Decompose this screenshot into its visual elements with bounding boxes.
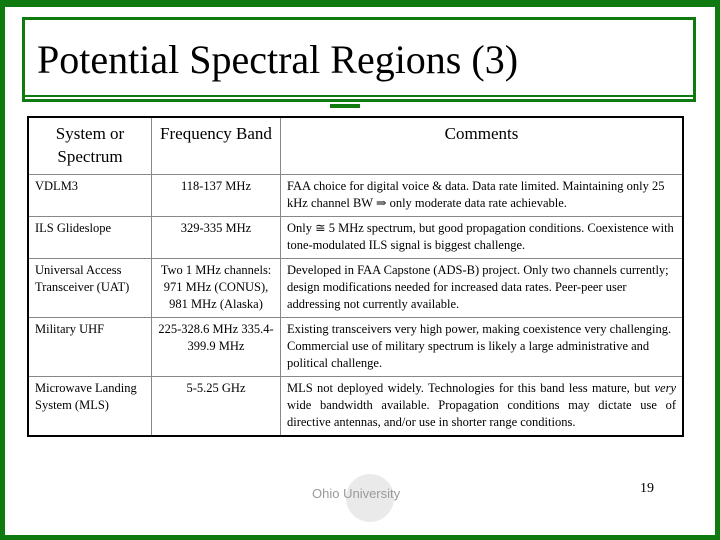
table-header-row <box>28 117 683 175</box>
cell-comments <box>281 377 684 437</box>
table-row <box>28 217 683 259</box>
comments-text-start: MLS not deployed widely. Technologies for this band less mature, but <box>287 381 655 395</box>
cell-system: Microwave Landing System (MLS) <box>28 377 152 437</box>
comments-text-end: wide bandwidth available. Propagation conditions may dictate use of directive antennas, and/or use in shorter range conditions. <box>287 398 676 429</box>
table-row <box>28 318 683 377</box>
header-frequency-band: Frequency Band <box>152 117 281 175</box>
table-row <box>28 377 683 437</box>
title-underline-tab <box>330 104 360 108</box>
comments-emphasis: very <box>654 381 676 395</box>
spectral-regions-table <box>27 116 684 437</box>
cell-system: VDLM3 <box>28 175 152 217</box>
header-system: System or Spectrum <box>28 117 152 175</box>
header-comments: Comments <box>281 117 684 175</box>
cell-system: Universal Access Transceiver (UAT) <box>28 259 152 318</box>
frame-top-border <box>0 0 720 7</box>
cell-band: 329-335 MHz <box>152 217 281 259</box>
slide-title: Potential Spectral Regions (3) <box>37 37 519 82</box>
frame-bottom-border <box>0 535 720 540</box>
cell-band: 225-328.6 MHz 335.4-399.9 MHz <box>152 318 281 377</box>
table-row <box>28 175 683 217</box>
cell-band: 118-137 MHz <box>152 175 281 217</box>
cell-comments: FAA choice for digital voice & data. Data rate limited. Maintaining only 25 kHz channel BW ⇒ only moderate data rate achievable. <box>281 175 684 217</box>
cell-comments: Existing transceivers very high power, making coexistence very challenging. Commercial use of military spectrum is likely a large administrative and political challenge. <box>281 318 684 377</box>
cell-system: Military UHF <box>28 318 152 377</box>
cell-comments: Developed in FAA Capstone (ADS-B) project. Only two channels currently; design modifications needed for increased data rates. Peer-peer user addressing not currently available. <box>281 259 684 318</box>
cell-band: 5-5.25 GHz <box>152 377 281 437</box>
cell-band: Two 1 MHz channels: 971 MHz (CONUS), 981 MHz (Alaska) <box>152 259 281 318</box>
title-box <box>22 17 696 102</box>
cell-comments: Only ≅ 5 MHz spectrum, but good propagation conditions. Coexistence with tone-modulated ILS signal is biggest challenge. <box>281 217 684 259</box>
frame-left-border <box>0 0 5 540</box>
frame-right-border <box>715 0 720 540</box>
cell-system: ILS Glideslope <box>28 217 152 259</box>
page-number: 19 <box>640 481 654 496</box>
table-row <box>28 259 683 318</box>
footer-text: Ohio University <box>312 486 401 501</box>
